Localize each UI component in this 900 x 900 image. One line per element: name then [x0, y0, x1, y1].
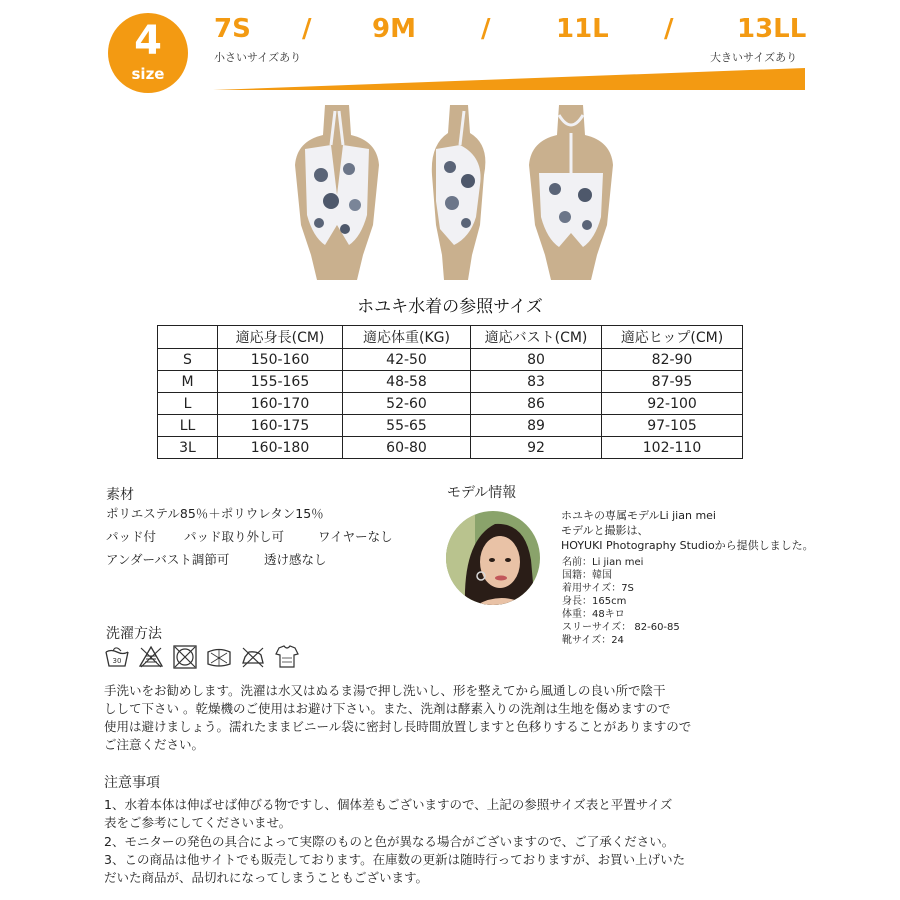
table-cell: 155-165 [218, 371, 343, 393]
mannequin-back-image [525, 105, 617, 280]
size-separator: / [664, 14, 674, 44]
washing-paragraph-line: ご注意ください。 [104, 737, 205, 752]
notes-line: 3、この商品は他サイトでも販売しております。在庫数の更新は随時行っておりますが、お買い上げいた [104, 852, 686, 867]
table-cell: 160-170 [218, 393, 343, 415]
notes-line: 表をご参考にしてくださいませ。 [104, 815, 292, 830]
table-cell: 87-95 [602, 371, 743, 393]
header-cell-hip: 適応ヒップ(CM) [602, 326, 743, 349]
header-cell-bust: 適応バスト(CM) [471, 326, 602, 349]
mannequin-front-image [291, 105, 383, 280]
size-table-header-row [158, 326, 743, 349]
notes-line: 1、水着本体は伸ばせば伸びる物ですし、個体差もございますので、上記の参照サイズ表と平置サイズ [104, 797, 673, 812]
notes-line: だいた商品が、品切れになってしまうこともございます。 [104, 870, 429, 885]
material-feature: パッド付 [106, 529, 157, 544]
net-wash-icon [206, 644, 232, 670]
table-cell: 80 [471, 349, 602, 371]
no-tumble-dry-icon [172, 644, 198, 670]
model-intro-line: ホユキの専属モデルLi jian mei [561, 509, 716, 522]
size-label-11l: 11L [556, 14, 609, 44]
table-cell: 3L [158, 437, 218, 459]
svg-text:30: 30 [112, 657, 122, 665]
header-cell-height: 適応身長(CM) [218, 326, 343, 349]
table-cell: 92 [471, 437, 602, 459]
model-detail-weight: 体重：48キロ [562, 609, 625, 620]
model-detail-height: 身長：165cm [562, 596, 627, 607]
table-cell: 150-160 [218, 349, 343, 371]
table-cell: 97-105 [602, 415, 743, 437]
material-heading: 素材 [106, 487, 134, 503]
table-cell: M [158, 371, 218, 393]
size-count-badge [108, 13, 188, 93]
table-cell: 42-50 [343, 349, 471, 371]
table-cell: L [158, 393, 218, 415]
table-cell: 60-80 [343, 437, 471, 459]
header-cell-blank [158, 326, 218, 349]
table-cell: 86 [471, 393, 602, 415]
header-cell-weight: 適応体重(KG) [343, 326, 471, 349]
table-cell: 92-100 [602, 393, 743, 415]
no-bleach-icon [138, 644, 164, 670]
size-table-title: ホユキ水着の参照サイズ [357, 297, 543, 317]
size-label-9m: 9M [372, 14, 416, 44]
washing-heading: 洗濯方法 [106, 626, 162, 642]
table-row [158, 349, 743, 371]
material-feature: アンダーバスト調節可 [106, 552, 230, 567]
washing-paragraph-line: しして下さい 。乾燥機のご使用はお避け下さい。また、洗剤は酵素入りの洗剤は生地を傷めますので [104, 701, 671, 716]
table-cell: LL [158, 415, 218, 437]
model-intro-line: HOYUKI Photography Studioから提供しました。 [561, 539, 814, 552]
notes-heading: 注意事項 [104, 775, 160, 791]
badge-word: size [131, 65, 165, 83]
badge-number: 4 [134, 18, 162, 64]
material-feature: 透け感なし [264, 552, 327, 567]
large-size-note: 大きいサイズあり [710, 51, 798, 64]
size-label-7s: 7S [214, 14, 251, 44]
model-detail-measurements: スリーサイズ： 82-60-85 [562, 622, 680, 633]
material-feature: パッド取り外し可 [184, 529, 285, 544]
material-feature: ワイヤーなし [318, 529, 393, 544]
table-cell: 52-60 [343, 393, 471, 415]
table-cell: 160-175 [218, 415, 343, 437]
washing-paragraph-line: 使用は避けましょう。濡れたままビニール袋に密封し長時間放置しますと色移りすることがありますので [104, 719, 692, 734]
model-avatar [445, 510, 541, 606]
table-row [158, 437, 743, 459]
table-row [158, 393, 743, 415]
notes-line: 2、モニターの発色の具合によって実際のものと色が異なる場合がございますので、ご了承ください。 [104, 834, 675, 849]
table-row [158, 415, 743, 437]
table-row [158, 371, 743, 393]
model-detail-size: 着用サイズ：7S [562, 583, 634, 594]
model-detail-shoe-size: 靴サイズ：24 [562, 635, 624, 646]
table-cell: 102-110 [602, 437, 743, 459]
model-detail-nationality: 国籍：韓国 [562, 570, 612, 581]
model-detail-name: 名前：Li jian mei [562, 557, 644, 568]
no-iron-icon [240, 644, 266, 670]
size-separator: / [302, 14, 312, 44]
size-separator: / [481, 14, 491, 44]
model-info-heading: モデル情報 [447, 485, 517, 501]
table-cell: 83 [471, 371, 602, 393]
dry-in-shade-icon [274, 644, 300, 670]
table-cell: 82-90 [602, 349, 743, 371]
model-intro-line: モデルと撮影は、 [561, 524, 649, 537]
hand-wash-30-icon [104, 644, 130, 670]
washing-paragraph-line: 手洗いをお勧めします。洗濯は水又はぬるま湯で押し洗いし、形を整えてから風通しの良い所で陰干 [104, 683, 666, 698]
care-icons [104, 644, 303, 670]
header-accent-wedge [213, 66, 805, 92]
material-composition: ポリエステル85％＋ポリウレタン15％ [106, 506, 324, 521]
mannequin-side-image [414, 105, 506, 280]
table-cell: 48-58 [343, 371, 471, 393]
table-cell: S [158, 349, 218, 371]
small-size-note: 小さいサイズあり [214, 51, 302, 64]
table-cell: 55-65 [343, 415, 471, 437]
size-label-13ll: 13LL [737, 14, 807, 44]
table-cell: 160-180 [218, 437, 343, 459]
table-cell: 89 [471, 415, 602, 437]
size-table [157, 325, 743, 459]
